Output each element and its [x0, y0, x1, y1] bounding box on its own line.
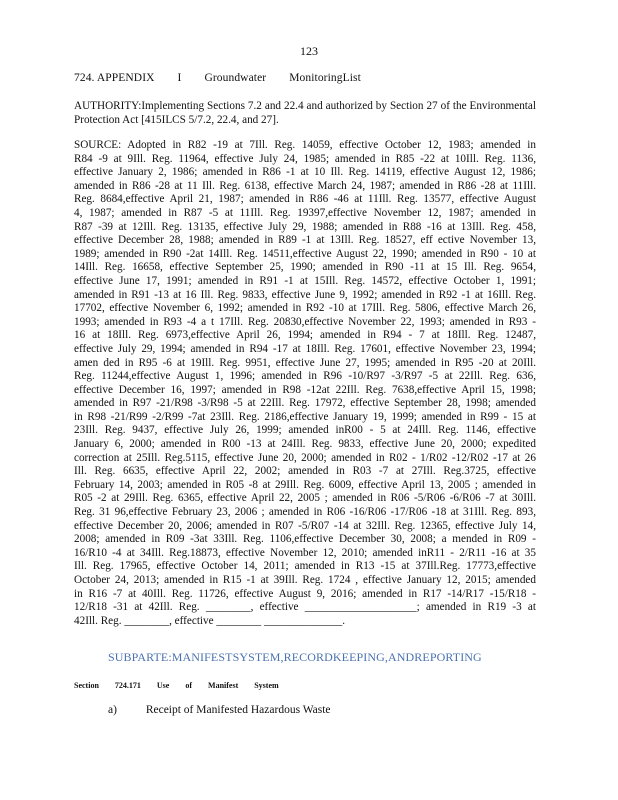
appendix-title-b: MonitoringList — [289, 72, 361, 84]
subsection-a — [108, 704, 331, 716]
source-line: 42Ill. Reg. ________, effective ________ ______________. — [74, 614, 346, 627]
source-line: 17702, effective November 6, 1992; amended in R92 -10 at 17Ill. Reg. 5806, effective March 26, — [74, 302, 536, 315]
source-line: correction at 25Ill. Reg.5115, effective June 20, 2000; amended in R02 - 1/R02 -12/R02 -17 at 26 — [74, 451, 536, 464]
source-line: R84 -9 at 9Ill. Reg. 11964, effective July 24, 1985; amended in R85 -22 at 10Ill. Reg. 1136, — [74, 152, 536, 165]
source-line: 2008; amended in R09 -3at 33Ill. Reg. 1106,effective December 30, 2008; a mended in R09 - — [74, 533, 536, 546]
source-line: effective July 29, 1994; amended in R94 -17 at 18Ill. Reg. 17601, effective November 23, 1994; — [74, 342, 536, 355]
source-line: effective January 2, 1986; amended in R86 -1 at 10 Ill. Reg. 14119, effective August 12, 1986; — [74, 166, 536, 179]
source-line: 12/R18 -31 at 42Ill. Reg. ________, effective ____________________; amended in R19 -3 at — [74, 601, 536, 614]
section-title-c: Manifest — [208, 681, 239, 690]
source-line: in R16 -7 at 40Ill. Reg. 11726, effective August 9, 2016; amended in R17 -14/R17 -15/R18 - — [74, 587, 536, 600]
source-line: amended in R86 -28 at 11 Ill. Reg. 6138, effective March 24, 1987; amended in R86 -28 at 11Ill. — [74, 179, 536, 192]
subpart-title: SUBPARTE:MANIFESTSYSTEM,RECORDKEEPING,ANDREPORTING — [108, 650, 482, 664]
source-line: Ill. Reg. 17965, effective October 14, 2011; amended in R13 -15 at 37Ill.Reg. 17773,effective — [74, 560, 536, 573]
source-line: Reg. 8684,effective April 21, 1987; amended in R86 -46 at 11Ill. Reg. 13577, effective August — [74, 193, 536, 206]
source-line: 14Ill. Reg. 16658, effective September 25, 1990; amended in R90 -11 at 15 Ill. Reg. 9654, — [74, 261, 536, 274]
section-title-d: System — [254, 681, 279, 690]
source-line: January 6, 2000; amended in R00 -13 at 24Ill. Reg. 9833, effective June 20, 2000; expedited — [74, 438, 536, 451]
source-line: October 24, 2013; amended in R15 -1 at 39Ill. Reg. 1724 , effective January 12, 2015; amended — [74, 574, 536, 586]
source-line: Reg. 11244,effective August 1, 1996; amended in R96 -10/R97 -3/R97 -5 at 22Ill. Reg. 636, — [74, 370, 536, 383]
source-line: effective December 16, 1997; amended in R98 -12at 22Ill. Reg. 7638,effective April 15, 1998; — [74, 383, 536, 396]
subsection-text: Receipt of Manifested Hazardous Waste — [145, 704, 331, 716]
source-line: amended in R97 -21/R98 -3/R98 -5 at 22Ill. Reg. 17972, effective September 28, 1998; amended — [74, 397, 536, 410]
source-line: effective December 20, 2006; amended in R07 -5/R07 -14 at 32Ill. Reg. 12365, effective July 14, — [74, 519, 536, 532]
source-line: effective December 28, 1988; amended in R89 -1 at 13Ill. Reg. 18527, eff ective November 13, — [74, 234, 536, 247]
section-number: 724.171 — [114, 681, 141, 690]
source-line: Ill. Reg. 6635, effective April 22, 2002; amended in R03 -7 at 27Ill. Reg.3725, effective — [74, 465, 536, 478]
source-line: effective June 17, 1991; amended in R91 -1 at 15Ill. Reg. 14572, effective October 1, 1991; — [74, 274, 536, 287]
source-line: amen ded in R95 -6 at 19Ill. Reg. 9951, effective June 27, 1995; amended in R95 -20 at 20Ill. — [74, 356, 536, 369]
source-line: in R98 -21/R99 -2/R99 -7at 23Ill. Reg. 2186,effective January 19, 1999; amended in R99 - 15 at — [74, 410, 536, 423]
source-line: amended in R91 -13 at 16 Ill. Reg. 9833, effective June 9, 1992; amended in R92 -1 at 16Ill. Reg. — [74, 288, 536, 301]
appendix-number: 724. APPENDIX — [74, 72, 155, 84]
section-label: Section — [74, 681, 99, 690]
section-heading — [74, 681, 293, 690]
source-line: February 14, 2003; amended in R05 -8 at 29Ill. Reg. 6009, effective April 13, 2005 ; amended in — [74, 478, 536, 491]
section-title-b: of — [185, 681, 193, 690]
source-line: 23Ill. Reg. 9437, effective July 26, 1999; amended inR00 - 5 at 24Ill. Reg. 1146, effective — [74, 424, 536, 437]
source-line: 1993; amended in R93 -4 a t 17Ill. Reg. 20830,effective November 22, 1993; amended in R93 - — [74, 315, 536, 328]
source-line: R05 -2 at 29Ill. Reg. 6365, effective April 22, 2005 ; amended in R06 -5/R06 -6/R06 -7 at 30Ill. — [74, 492, 536, 505]
source-line: 16 at 18Ill. Reg. 6973,effective April 26, 1994; amended in R94 - 7 at 18Ill. Reg. 12487, — [74, 329, 536, 342]
section-title-a: Use — [156, 681, 170, 690]
appendix-title-a: Groundwater — [204, 72, 267, 84]
subsection-label: a) — [108, 704, 117, 716]
page-number: 123 — [300, 44, 318, 58]
appendix-heading — [74, 72, 381, 84]
authority-paragraph: AUTHORITY:Implementing Sections 7.2 and 22.4 and authorized by Section 27 of the Environmental Protection Act [415ILCS 5/7.2, 22.4, and 27]. — [74, 100, 536, 126]
appendix-letter: I — [177, 72, 182, 84]
source-line: SOURCE: Adopted in R82 -19 at 7Ill. Reg. 14059, effective October 12, 1983; amended in — [74, 139, 536, 151]
source-line: 16/R10 -4 at 34Ill. Reg.18873, effective November 12, 2010; amended inR11 - 2/R11 -16 at 35 — [74, 546, 536, 559]
source-line: Reg. 31 96,effective February 23, 2006 ; amended in R06 -16/R06 -17/R06 -18 at 31Ill. Reg. 893, — [74, 506, 536, 519]
source-line: R87 -39 at 12Ill. Reg. 13135, effective July 29, 1988; amended in R88 -16 at 13Ill. Reg. 458, — [74, 220, 536, 233]
source-line: 4, 1987; amended in R87 -5 at 11Ill. Reg. 19397,effective November 12, 1987; amended in — [74, 206, 536, 219]
source-paragraph — [74, 139, 536, 628]
source-line: 1989; amended in R90 -2at 14Ill. Reg. 14511,effective August 22, 1990; amended in R90 - 10 at — [74, 247, 536, 260]
